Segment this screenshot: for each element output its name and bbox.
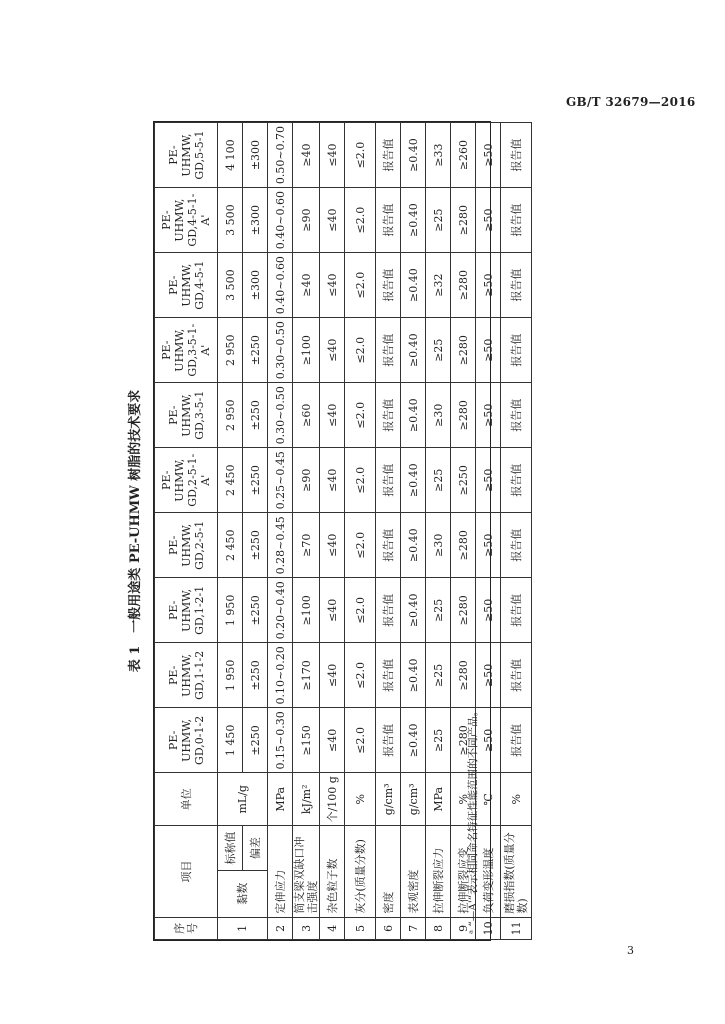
row-item: 杂色粒子数 xyxy=(320,826,345,917)
row-value: ±300 xyxy=(243,253,268,318)
row-value: 1 450 xyxy=(218,708,243,773)
row-value: ≥0.40 xyxy=(401,318,426,383)
row-value: 报告值 xyxy=(376,253,401,318)
row-value: 报告值 xyxy=(501,708,532,773)
row-value: ≥0.40 xyxy=(401,253,426,318)
row-value: 报告值 xyxy=(501,318,532,383)
row-value: ≥30 xyxy=(426,513,451,578)
row-value: ≥50 xyxy=(476,513,501,578)
row-value: ≥50 xyxy=(476,188,501,253)
row-value: ≥90 xyxy=(293,188,320,253)
row-value: 0.28~0.45 xyxy=(268,513,293,578)
row-value: 报告值 xyxy=(376,383,401,448)
header-unit: 单位 xyxy=(155,773,218,826)
row-unit: % xyxy=(345,773,376,826)
row-unit: MPa xyxy=(426,773,451,826)
row-value: 2 950 xyxy=(218,318,243,383)
row-seq: 1 xyxy=(218,917,268,939)
row-value: ±250 xyxy=(243,383,268,448)
row-value: 报告值 xyxy=(376,448,401,513)
header-grade: PE-UHMW, GD,5-5-1 xyxy=(155,123,218,188)
header-grade: PE-UHMW, GD,3-5-1-A' xyxy=(155,318,218,383)
row-value: 报告值 xyxy=(501,578,532,643)
table-row xyxy=(401,123,426,940)
row-value: ≤40 xyxy=(320,318,345,383)
row-value: 0.15~0.30 xyxy=(268,708,293,773)
row-value: 报告值 xyxy=(501,383,532,448)
row-seq: 2 xyxy=(268,917,293,939)
table-row xyxy=(218,123,243,940)
row-value: 报告值 xyxy=(501,448,532,513)
header-grade: PE-UHMW, GD,2-5-1 xyxy=(155,513,218,578)
row-value: ≥32 xyxy=(426,253,451,318)
row-value: ≥25 xyxy=(426,188,451,253)
row-item: 定伸应力 xyxy=(268,826,293,917)
row-value: ≥50 xyxy=(476,448,501,513)
row-value: ≤40 xyxy=(320,643,345,708)
row-value: ≥50 xyxy=(476,383,501,448)
row-value: ≥50 xyxy=(476,123,501,188)
row-value: 2 450 xyxy=(218,513,243,578)
row-value: ≥0.40 xyxy=(401,643,426,708)
row-unit: g/cm³ xyxy=(376,773,401,826)
row-unit: mL/g xyxy=(218,773,268,826)
row-value: ≤40 xyxy=(320,253,345,318)
row-value: ≥0.40 xyxy=(401,448,426,513)
row-value: 报告值 xyxy=(376,188,401,253)
row-unit: % xyxy=(451,773,476,826)
row-value: ≥50 xyxy=(476,318,501,383)
row-value: ≤2.0 xyxy=(345,578,376,643)
row-seq: 11 xyxy=(501,917,532,939)
row-value: ≥25 xyxy=(426,708,451,773)
row-value: ≥50 xyxy=(476,708,501,773)
row-value: ≤40 xyxy=(320,448,345,513)
row-value: ≤40 xyxy=(320,188,345,253)
table-footnote: ᵃ “—A'”表示相同命名特征性能范围的不同产品。 xyxy=(467,705,479,934)
row-value: 0.50~0.70 xyxy=(268,123,293,188)
row-value: 3 500 xyxy=(218,253,243,318)
table-frame xyxy=(153,121,529,941)
row-value: 0.20~0.40 xyxy=(268,578,293,643)
table-row xyxy=(426,123,451,940)
row-value: ≤40 xyxy=(320,513,345,578)
table-row xyxy=(320,123,345,940)
table-row xyxy=(345,123,376,940)
row-value: ≥0.40 xyxy=(401,383,426,448)
row-value: ≥50 xyxy=(476,578,501,643)
row-seq: 9 xyxy=(451,917,476,939)
row-value: 报告值 xyxy=(501,643,532,708)
row-seq: 3 xyxy=(293,917,320,939)
row-value: ≥170 xyxy=(293,643,320,708)
row-value: ≤2.0 xyxy=(345,708,376,773)
table-row xyxy=(376,123,401,940)
row-value: ≤2.0 xyxy=(345,123,376,188)
row-value: ≥280 xyxy=(451,318,476,383)
row-value: ≥30 xyxy=(426,383,451,448)
row-subitem: 偏差 xyxy=(243,826,268,871)
row-item: 表观密度 xyxy=(401,826,426,917)
row-value: 报告值 xyxy=(501,188,532,253)
row-value: ≤40 xyxy=(320,578,345,643)
row-value: 3 500 xyxy=(218,188,243,253)
row-value: ≤2.0 xyxy=(345,448,376,513)
row-value: ≥25 xyxy=(426,318,451,383)
row-value: ≤2.0 xyxy=(345,513,376,578)
row-unit: MPa xyxy=(268,773,293,826)
row-value: 2 950 xyxy=(218,383,243,448)
row-seq: 5 xyxy=(345,917,376,939)
row-value: ≤40 xyxy=(320,383,345,448)
row-value: ≥0.40 xyxy=(401,708,426,773)
row-unit: % xyxy=(501,773,532,826)
row-value: ≥280 xyxy=(451,188,476,253)
row-value: ≥0.40 xyxy=(401,578,426,643)
header-grade: PE-UHMW, GD,0-1-2 xyxy=(155,708,218,773)
row-item: 拉伸断裂应变 xyxy=(451,826,476,917)
header-grade: PE-UHMW, GD,4-5-1-A' xyxy=(155,188,218,253)
rotated-table-block xyxy=(121,121,529,941)
row-value: ±250 xyxy=(243,448,268,513)
row-seq: 10 xyxy=(476,917,501,939)
row-value: ±250 xyxy=(243,318,268,383)
row-value: ≤40 xyxy=(320,123,345,188)
table-row xyxy=(293,123,320,940)
row-value: ≥260 xyxy=(451,123,476,188)
row-value: ≥0.40 xyxy=(401,123,426,188)
header-grade: PE-UHMW, GD,1-1-2 xyxy=(155,643,218,708)
row-value: ≥60 xyxy=(293,383,320,448)
row-value: ±250 xyxy=(243,578,268,643)
row-value: ±250 xyxy=(243,643,268,708)
row-value: ≥280 xyxy=(451,643,476,708)
row-item: 磨损指数(质量分数) xyxy=(501,826,532,917)
header-grade: PE-UHMW, GD,4-5-1 xyxy=(155,253,218,318)
row-value: ±250 xyxy=(243,708,268,773)
header-item: 项目 xyxy=(155,826,218,917)
row-value: ≥280 xyxy=(451,253,476,318)
row-value: ≥280 xyxy=(451,383,476,448)
row-value: ≥25 xyxy=(426,643,451,708)
row-item: 灰分(质量分数) xyxy=(345,826,376,917)
table-caption: 表 1 一般用途类 PE-UHMW 树脂的技术要求 xyxy=(128,389,143,673)
row-value: 0.30~0.50 xyxy=(268,318,293,383)
row-value: ≥0.40 xyxy=(401,188,426,253)
row-subitem: 标称值 xyxy=(218,826,243,871)
row-value: 报告值 xyxy=(501,123,532,188)
row-value: ≥280 xyxy=(451,578,476,643)
row-value: ≥90 xyxy=(293,448,320,513)
header-grade: PE-UHMW, GD,3-5-1 xyxy=(155,383,218,448)
row-value: ≥50 xyxy=(476,643,501,708)
row-value: ≥250 xyxy=(451,448,476,513)
row-value: ≥25 xyxy=(426,578,451,643)
row-value: ≥40 xyxy=(293,123,320,188)
row-value: ≤2.0 xyxy=(345,253,376,318)
row-seq: 7 xyxy=(401,917,426,939)
row-value: 1 950 xyxy=(218,643,243,708)
header-grade: PE-UHMW, GD,2-5-1-A' xyxy=(155,448,218,513)
row-value: ≥150 xyxy=(293,708,320,773)
table-row xyxy=(501,123,532,940)
row-value: ≤2.0 xyxy=(345,188,376,253)
row-value: ≥100 xyxy=(293,318,320,383)
row-value: 报告值 xyxy=(376,318,401,383)
row-item: 拉伸断裂应力 xyxy=(426,826,451,917)
row-value: 报告值 xyxy=(376,123,401,188)
row-value: ≥0.40 xyxy=(401,513,426,578)
row-value: 报告值 xyxy=(376,643,401,708)
row-unit: 个/100 g xyxy=(320,773,345,826)
row-value: ±300 xyxy=(243,188,268,253)
page-number: 3 xyxy=(627,944,634,957)
row-value: ≤2.0 xyxy=(345,383,376,448)
row-value: ≥33 xyxy=(426,123,451,188)
row-value: ≥280 xyxy=(451,708,476,773)
row-value: 报告值 xyxy=(376,513,401,578)
row-value: 报告值 xyxy=(376,708,401,773)
row-seq: 6 xyxy=(376,917,401,939)
row-value: ±250 xyxy=(243,513,268,578)
row-value: 报告值 xyxy=(501,513,532,578)
row-value: 0.40~0.60 xyxy=(268,253,293,318)
row-value: 0.30~0.50 xyxy=(268,383,293,448)
row-value: ≤40 xyxy=(320,708,345,773)
row-value: ≥70 xyxy=(293,513,320,578)
row-value: 2 450 xyxy=(218,448,243,513)
header-grade: PE-UHMW, GD,1-2-1 xyxy=(155,578,218,643)
row-value: ≥50 xyxy=(476,253,501,318)
row-value: ±300 xyxy=(243,123,268,188)
row-value: 4 100 xyxy=(218,123,243,188)
row-item: 密度 xyxy=(376,826,401,917)
row-value: ≥280 xyxy=(451,513,476,578)
row-value: ≥40 xyxy=(293,253,320,318)
row-item: 简支梁双缺口冲击强度 xyxy=(293,826,320,917)
row-value: 0.40~0.60 xyxy=(268,188,293,253)
standard-code: GB/T 32679—2016 xyxy=(566,95,696,109)
row-seq: 8 xyxy=(426,917,451,939)
row-value: 报告值 xyxy=(376,578,401,643)
row-value: 0.10~0.20 xyxy=(268,643,293,708)
header-seq: 序号 xyxy=(155,917,218,939)
row-value: 0.25~0.45 xyxy=(268,448,293,513)
row-value: ≥25 xyxy=(426,448,451,513)
row-item: 黏数 xyxy=(218,870,268,917)
row-value: ≤2.0 xyxy=(345,643,376,708)
row-value: 报告值 xyxy=(501,253,532,318)
row-unit: g/cm³ xyxy=(401,773,426,826)
row-value: ≥100 xyxy=(293,578,320,643)
row-unit: ℃ xyxy=(476,773,501,826)
row-item: 负荷变形温度 xyxy=(476,826,501,917)
row-value: 1 950 xyxy=(218,578,243,643)
table-row xyxy=(268,123,293,940)
row-unit: kJ/m² xyxy=(293,773,320,826)
row-seq: 4 xyxy=(320,917,345,939)
row-value: ≤2.0 xyxy=(345,318,376,383)
